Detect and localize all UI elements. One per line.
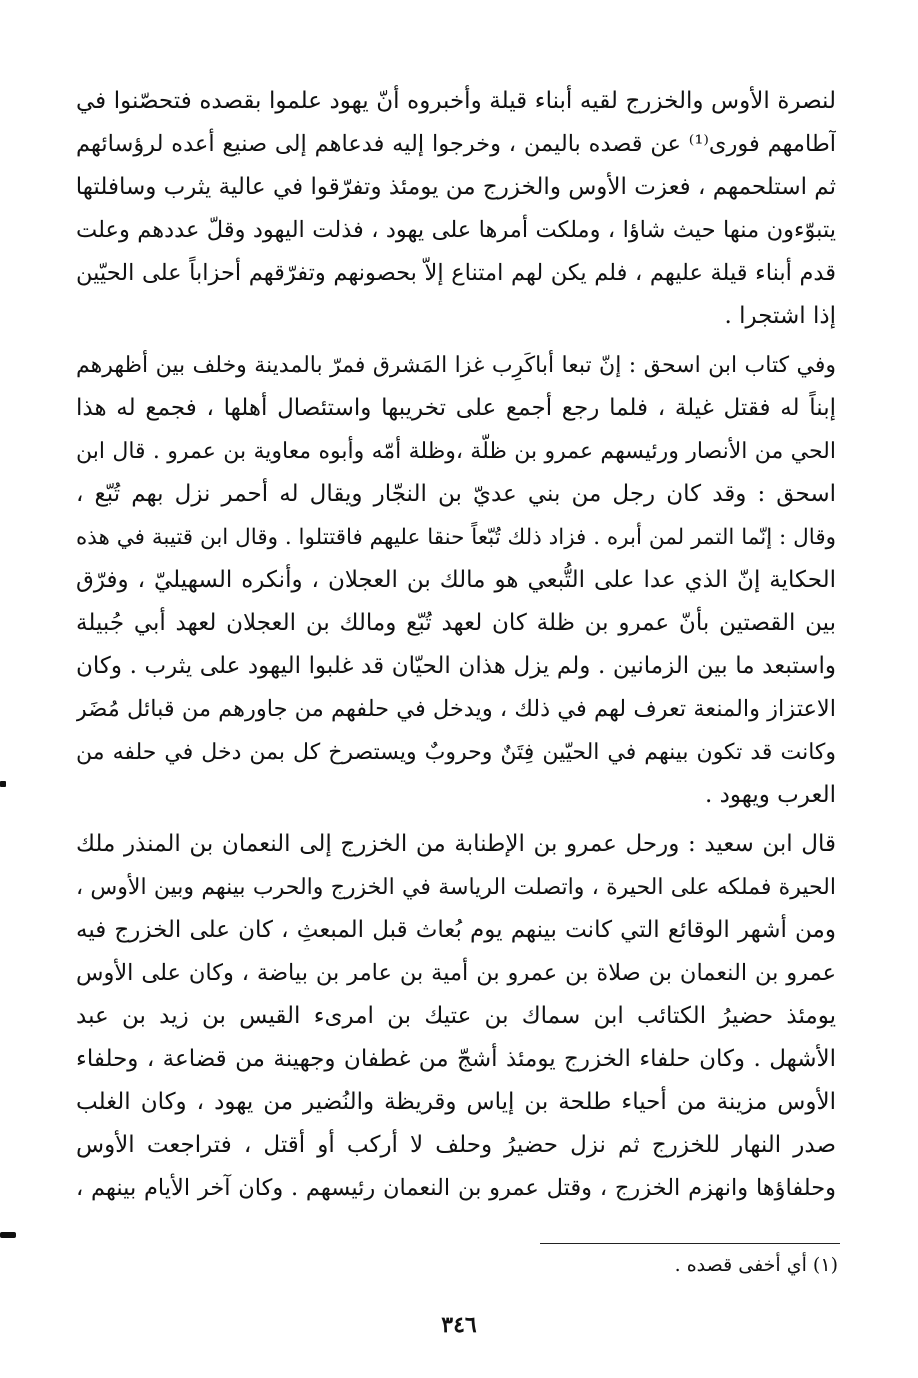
body-text [76, 80, 836, 1210]
text-line: قال ابن سعيد : ورحل عمرو بن الإطنابة من الخزرج إلى النعمان بن المنذر ملك [76, 831, 836, 857]
text-line: العرب ويهود . [704, 782, 836, 808]
text-line: عمرو بن النعمان بن صلاة بن عمرو بن أمية بن عامر بن بياضة ، وكان على الأوس [76, 960, 836, 986]
page-number: ٣٤٦ [441, 1312, 477, 1338]
text-line: لنصرة الأوس والخزرج لقيه أبناء قيلة وأخبروه أنّ يهود علموا بقصده فتحصّنوا في [76, 88, 836, 114]
text-line: واستبعد ما بين الزمانين . ولم يزل هذان الحيّان قد غلبوا اليهود على يثرب . وكان [76, 653, 836, 679]
text-line: آطامهم فورى⁽¹⁾ عن قصده باليمن ، وخرجوا إليه فدعاهم إلى صنيع أعده لرؤسائهم [76, 131, 836, 157]
text-line: وحلفاؤها وانهزم الخزرج ، وقتل عمرو بن النعمان رئيسهم . وكان آخر الأيام بينهم ، [76, 1175, 836, 1201]
footnote: (١) أي أخفى قصده . [674, 1254, 838, 1276]
scan-margin-mark [0, 781, 6, 787]
paragraph-3 [76, 823, 836, 1210]
text-line: الحكاية إنّ الذي عدا على التُّبعي هو مالك بن العجلان ، وأنكره السهيليّ ، وفرّق [76, 567, 836, 593]
text-line: وفي كتاب ابن اسحق : إنّ تبعا أباكَرِب غزا المَشرق فمرّ بالمدينة وخلف بين أظهرهم [76, 353, 836, 378]
text-line: ثم استلحمهم ، فعزت الأوس والخزرج من يومئذ وتفرّقوا في عالية يثرب وسافلتها [76, 174, 836, 200]
text-line: ومن أشهر الوقائع التي كانت بينهم يوم بُعاث قبل المبعثِ ، كان على الخزرج فيه [76, 917, 836, 943]
text-line: الحيرة فملكه على الحيرة ، واتصلت الرياسة في الخزرج والحرب بينهم وبين الأوس ، [76, 875, 836, 900]
text-line: وقال : إنّما التمر لمن أبره . فزاد ذلك تُبّعاً حنقا عليهم فاقتتلوا . وقال ابن قتيبة في هذه [76, 525, 836, 550]
footnote-divider [540, 1243, 840, 1244]
paragraph-2 [76, 344, 836, 817]
text-line: الاعتزاز والمنعة تعرف لهم في ذلك ، ويدخل في حلفهم من جاورهم من قبائل مُضَر [76, 696, 836, 722]
text-line: إبناً له فقتل غيلة ، فلما رجع أجمع على تخريبها واستئصال أهلها ، فجمع له هذا [76, 395, 836, 421]
text-line: الأشهل . وكان حلفاء الخزرج يومئذ أشجّ من غطفان وجهينة من قضاعة ، وحلفاء [76, 1046, 836, 1072]
text-line: صدر النهار للخزرج ثم نزل حضيرُ وحلف لا أركب أو أقتل ، فتراجعت الأوس [76, 1132, 836, 1158]
text-line: اسحق : وقد كان رجل من بني عديّ بن النجّار ويقال له أحمر نزل بهم تُبّع ، [76, 481, 836, 507]
text-line: بين القصتين بأنّ عمرو بن ظلة كان لعهد تُبّع ومالك بن العجلان لعهد أبي جُبيلة [76, 610, 836, 636]
text-line: يومئذ حضيرُ الكتائب ابن سماك بن عتيك بن امرىء القيس بن زيد بن عبد [76, 1003, 836, 1029]
scan-margin-mark [0, 1232, 16, 1238]
text-line: قدم أبناء قيلة عليهم ، فلم يكن لهم امتناع إلاّ بحصونهم وتفرّقهم أحزاباً على الحيّين [76, 260, 836, 286]
paragraph-1 [76, 80, 836, 338]
text-line: يتبوّءون منها حيث شاؤا ، وملكت أمرها على يهود ، فذلت اليهود وقلّ عددهم وعلت [76, 217, 836, 243]
text-line: إذا اشتجرا . [724, 303, 836, 329]
text-line: الأوس مزينة من أحياء طلحة بن إياس وقريظة والنُضير من يهود ، وكان الغلب [76, 1089, 836, 1115]
text-line: وكانت قد تكون بينهم في الحيّين فِتَنٌ وحروبٌ ويستصرخ كل بمن دخل في حلفه من [76, 740, 836, 765]
text-line: الحي من الأنصار ورئيسهم عمرو بن ظلّة ،وظلة أمّه وأبوه معاوية بن عمرو . قال ابن [76, 439, 836, 464]
